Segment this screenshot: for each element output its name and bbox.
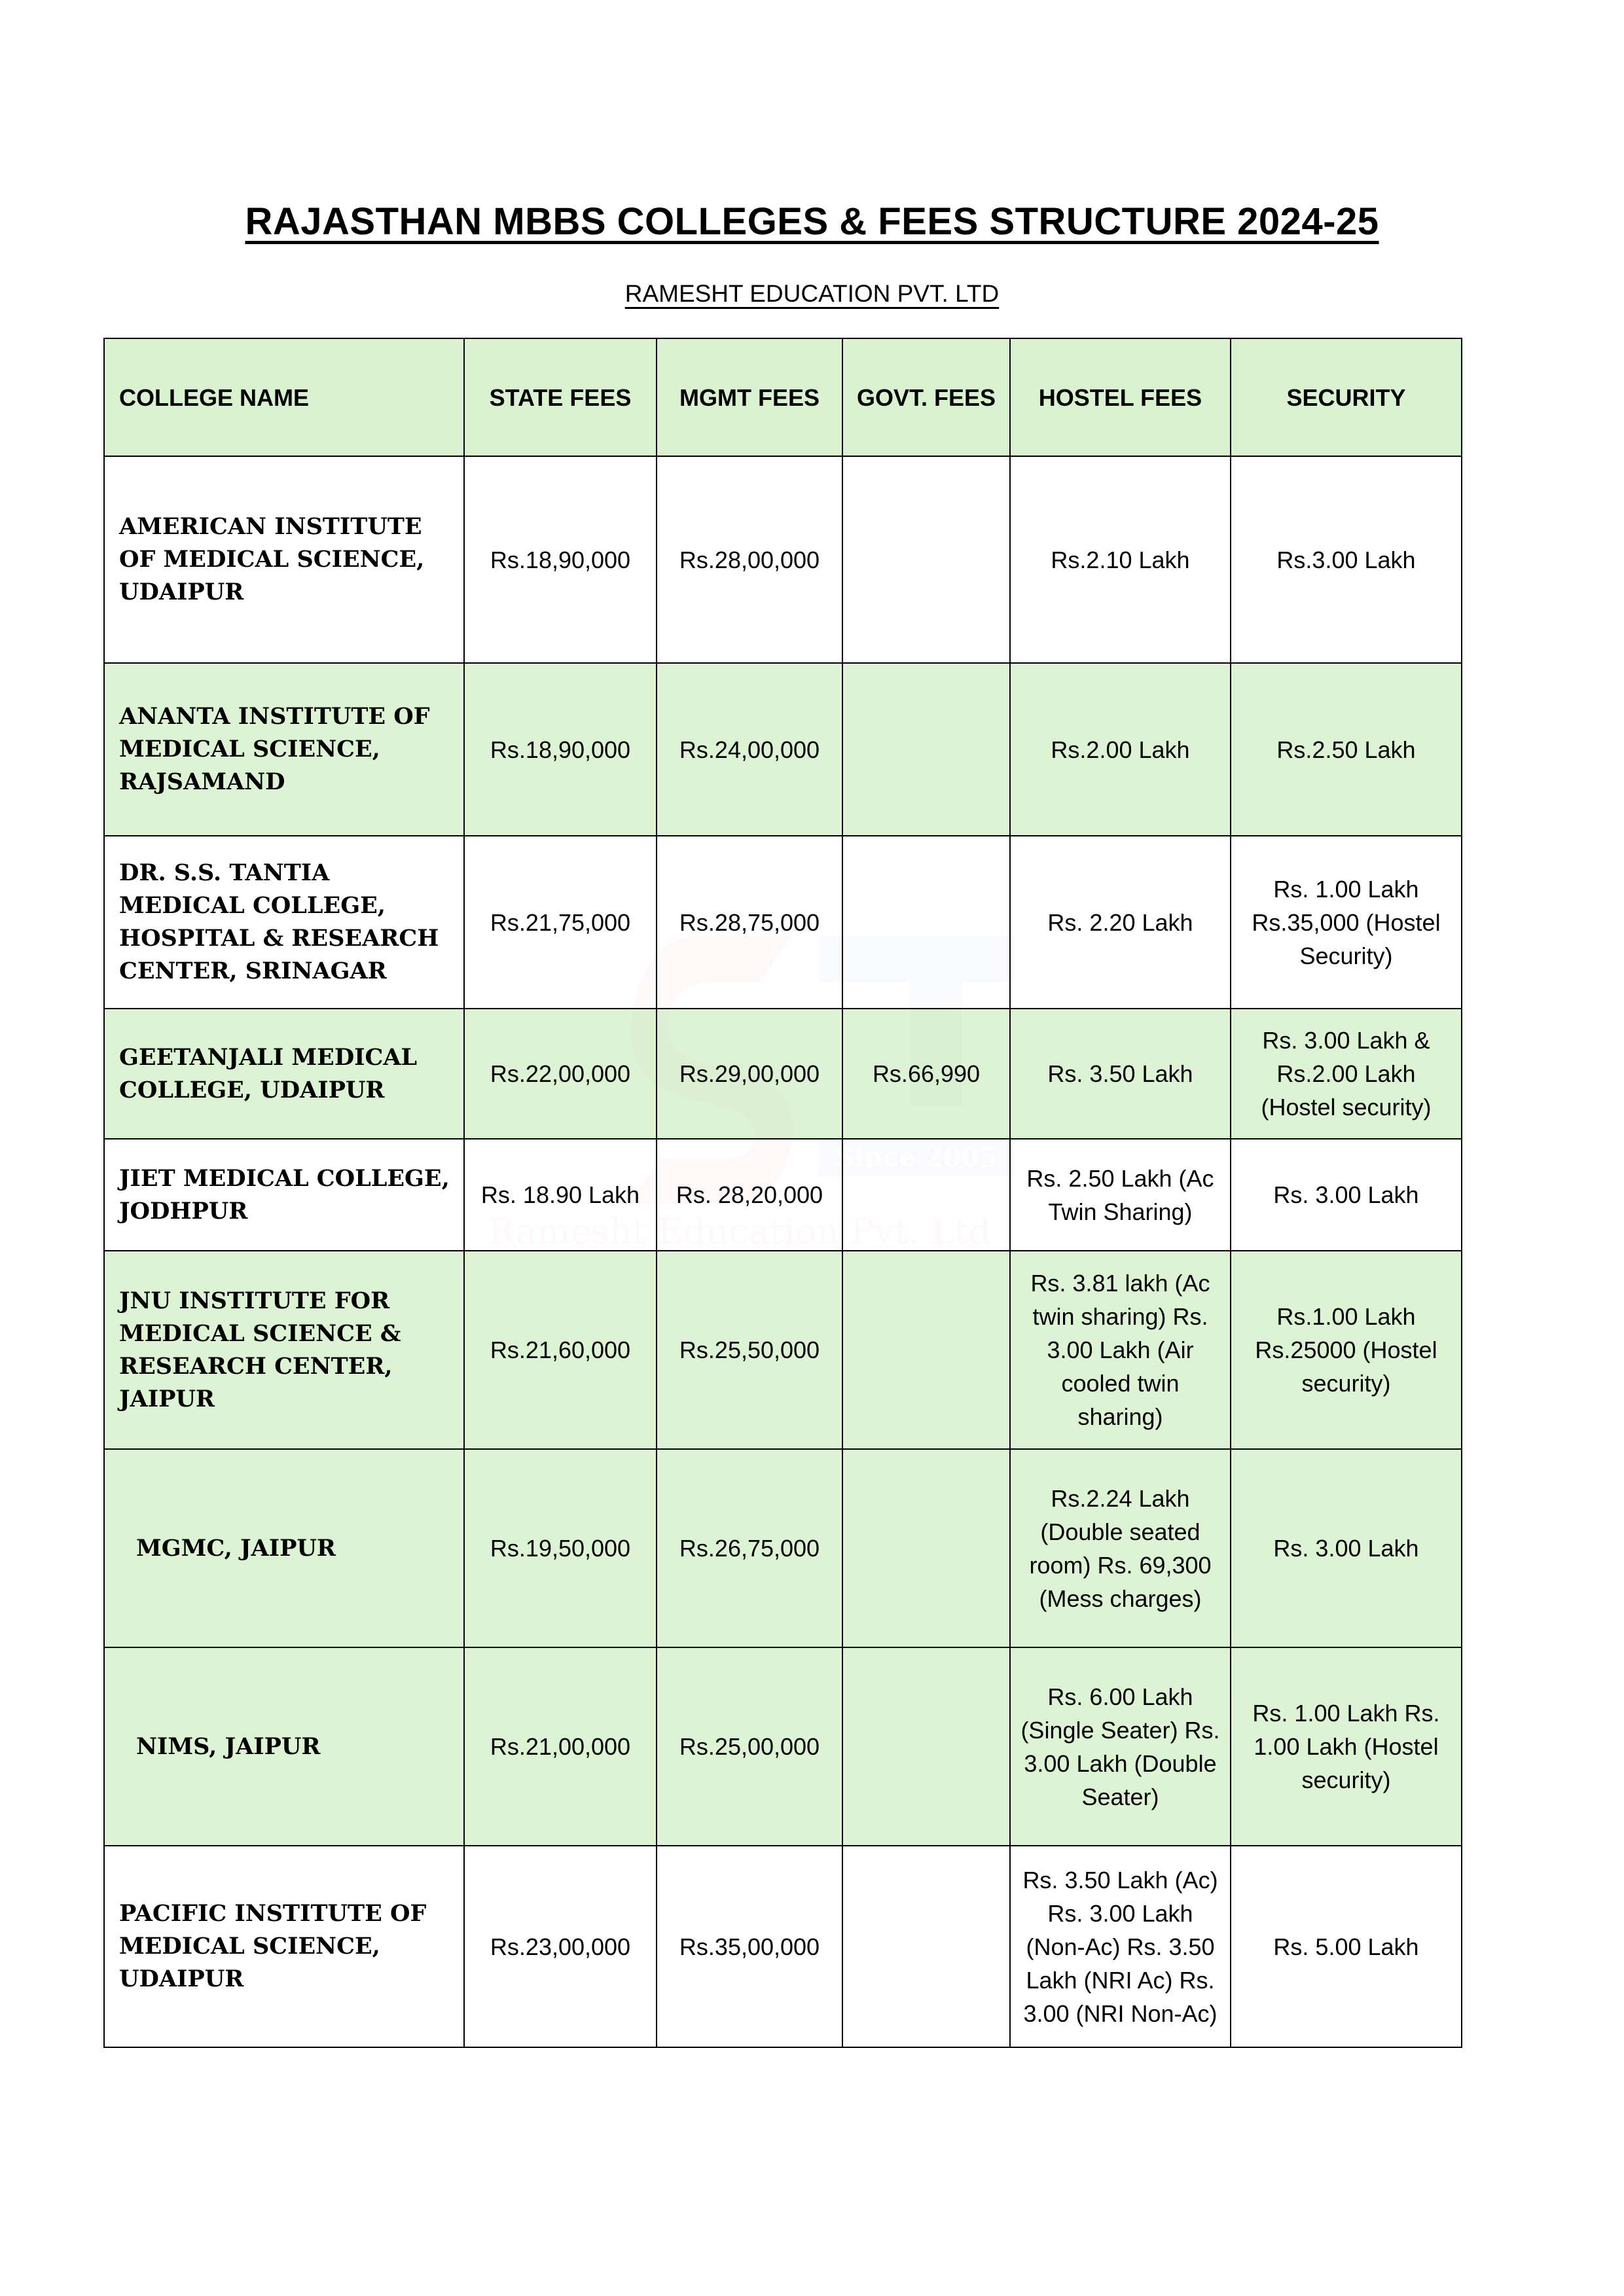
table-row: [104, 1647, 1462, 1846]
govt-fees-cell: [842, 1139, 1010, 1251]
mgmt-fees-cell: Rs. 28,20,000: [657, 1139, 842, 1251]
security-cell: Rs. 5.00 Lakh: [1231, 1846, 1462, 2047]
state-fees-cell: Rs.21,60,000: [464, 1251, 657, 1449]
govt-fees-cell: [842, 836, 1010, 1009]
govt-fees-cell: [842, 1647, 1010, 1846]
hostel-fees-cell: Rs. 6.00 Lakh (Single Seater) Rs. 3.00 Lakh (Double Seater): [1010, 1647, 1231, 1846]
mgmt-fees-cell: Rs.28,00,000: [657, 456, 842, 663]
govt-fees-cell: [842, 1846, 1010, 2047]
govt-fees-cell: [842, 1251, 1010, 1449]
hostel-fees-cell: Rs. 2.20 Lakh: [1010, 836, 1231, 1009]
govt-fees-cell: [842, 1449, 1010, 1647]
company-subtitle: RAMESHT EDUCATION PVT. LTD: [624, 280, 1000, 307]
hostel-fees-cell: Rs. 2.50 Lakh (Ac Twin Sharing): [1010, 1139, 1231, 1251]
security-cell: Rs. 3.00 Lakh: [1231, 1449, 1462, 1647]
security-cell: Rs. 3.00 Lakh: [1231, 1139, 1462, 1251]
security-cell: Rs.1.00 Lakh Rs.25000 (Hostel security): [1231, 1251, 1462, 1449]
security-cell: Rs. 1.00 Lakh Rs. 1.00 Lakh (Hostel security): [1231, 1647, 1462, 1846]
header-mgmt-fees: MGMT FEES: [657, 338, 842, 456]
mgmt-fees-cell: Rs.24,00,000: [657, 663, 842, 836]
college-name-cell: DR. S.S. TANTIA MEDICAL COLLEGE, HOSPITAL & RESEARCH CENTER, SRINAGAR: [104, 836, 464, 1009]
header-security: SECURITY: [1231, 338, 1462, 456]
hostel-fees-cell: Rs.2.00 Lakh: [1010, 663, 1231, 836]
state-fees-cell: Rs. 18.90 Lakh: [464, 1139, 657, 1251]
header-college-name: COLLEGE NAME: [104, 338, 464, 456]
college-name-cell: PACIFIC INSTITUTE OF MEDICAL SCIENCE, UDAIPUR: [104, 1846, 464, 2047]
security-cell: Rs. 3.00 Lakh & Rs.2.00 Lakh (Hostel security): [1231, 1009, 1462, 1139]
college-name-cell: GEETANJALI MEDICAL COLLEGE, UDAIPUR: [104, 1009, 464, 1139]
table-row: [104, 456, 1462, 663]
govt-fees-cell: [842, 456, 1010, 663]
govt-fees-cell: [842, 663, 1010, 836]
mgmt-fees-cell: Rs.26,75,000: [657, 1449, 842, 1647]
college-name-cell: MGMC, JAIPUR: [104, 1449, 464, 1647]
state-fees-cell: Rs.18,90,000: [464, 663, 657, 836]
college-name-cell: ANANTA INSTITUTE OF MEDICAL SCIENCE, RAJSAMAND: [104, 663, 464, 836]
college-name-cell: JIET MEDICAL COLLEGE, JODHPUR: [104, 1139, 464, 1251]
table-row: [104, 1449, 1462, 1647]
table-row: [104, 836, 1462, 1009]
mgmt-fees-cell: Rs.29,00,000: [657, 1009, 842, 1139]
hostel-fees-cell: Rs. 3.81 lakh (Ac twin sharing) Rs. 3.00 Lakh (Air cooled twin sharing): [1010, 1251, 1231, 1449]
table-row: [104, 1846, 1462, 2047]
state-fees-cell: Rs.21,00,000: [464, 1647, 657, 1846]
header-govt-fees: GOVT. FEES: [842, 338, 1010, 456]
state-fees-cell: Rs.22,00,000: [464, 1009, 657, 1139]
mgmt-fees-cell: Rs.25,00,000: [657, 1647, 842, 1846]
state-fees-cell: Rs.21,75,000: [464, 836, 657, 1009]
govt-fees-cell: Rs.66,990: [842, 1009, 1010, 1139]
table-row: [104, 663, 1462, 836]
hostel-fees-cell: Rs. 3.50 Lakh (Ac) Rs. 3.00 Lakh (Non-Ac) Rs. 3.50 Lakh (NRI Ac) Rs. 3.00 (NRI Non-Ac): [1010, 1846, 1231, 2047]
table-header-row: [104, 338, 1462, 456]
table-row: [104, 1139, 1462, 1251]
table-row: [104, 1009, 1462, 1139]
hostel-fees-cell: Rs.2.24 Lakh (Double seated room) Rs. 69,300 (Mess charges): [1010, 1449, 1231, 1647]
table-row: [104, 1251, 1462, 1449]
hostel-fees-cell: Rs.2.10 Lakh: [1010, 456, 1231, 663]
mgmt-fees-cell: Rs.25,50,000: [657, 1251, 842, 1449]
page-title: RAJASTHAN MBBS COLLEGES & FEES STRUCTURE 2024-25: [245, 200, 1379, 243]
state-fees-cell: Rs.23,00,000: [464, 1846, 657, 2047]
state-fees-cell: Rs.18,90,000: [464, 456, 657, 663]
fees-table: [103, 338, 1462, 2048]
header-state-fees: STATE FEES: [464, 338, 657, 456]
mgmt-fees-cell: Rs.35,00,000: [657, 1846, 842, 2047]
header-hostel-fees: HOSTEL FEES: [1010, 338, 1231, 456]
college-name-cell: JNU INSTITUTE FOR MEDICAL SCIENCE & RESEARCH CENTER, JAIPUR: [104, 1251, 464, 1449]
college-name-cell: NIMS, JAIPUR: [104, 1647, 464, 1846]
college-name-cell: AMERICAN INSTITUTE OF MEDICAL SCIENCE, UDAIPUR: [104, 456, 464, 663]
security-cell: Rs.2.50 Lakh: [1231, 663, 1462, 836]
mgmt-fees-cell: Rs.28,75,000: [657, 836, 842, 1009]
state-fees-cell: Rs.19,50,000: [464, 1449, 657, 1647]
security-cell: Rs.3.00 Lakh: [1231, 456, 1462, 663]
hostel-fees-cell: Rs. 3.50 Lakh: [1010, 1009, 1231, 1139]
security-cell: Rs. 1.00 Lakh Rs.35,000 (Hostel Security): [1231, 836, 1462, 1009]
